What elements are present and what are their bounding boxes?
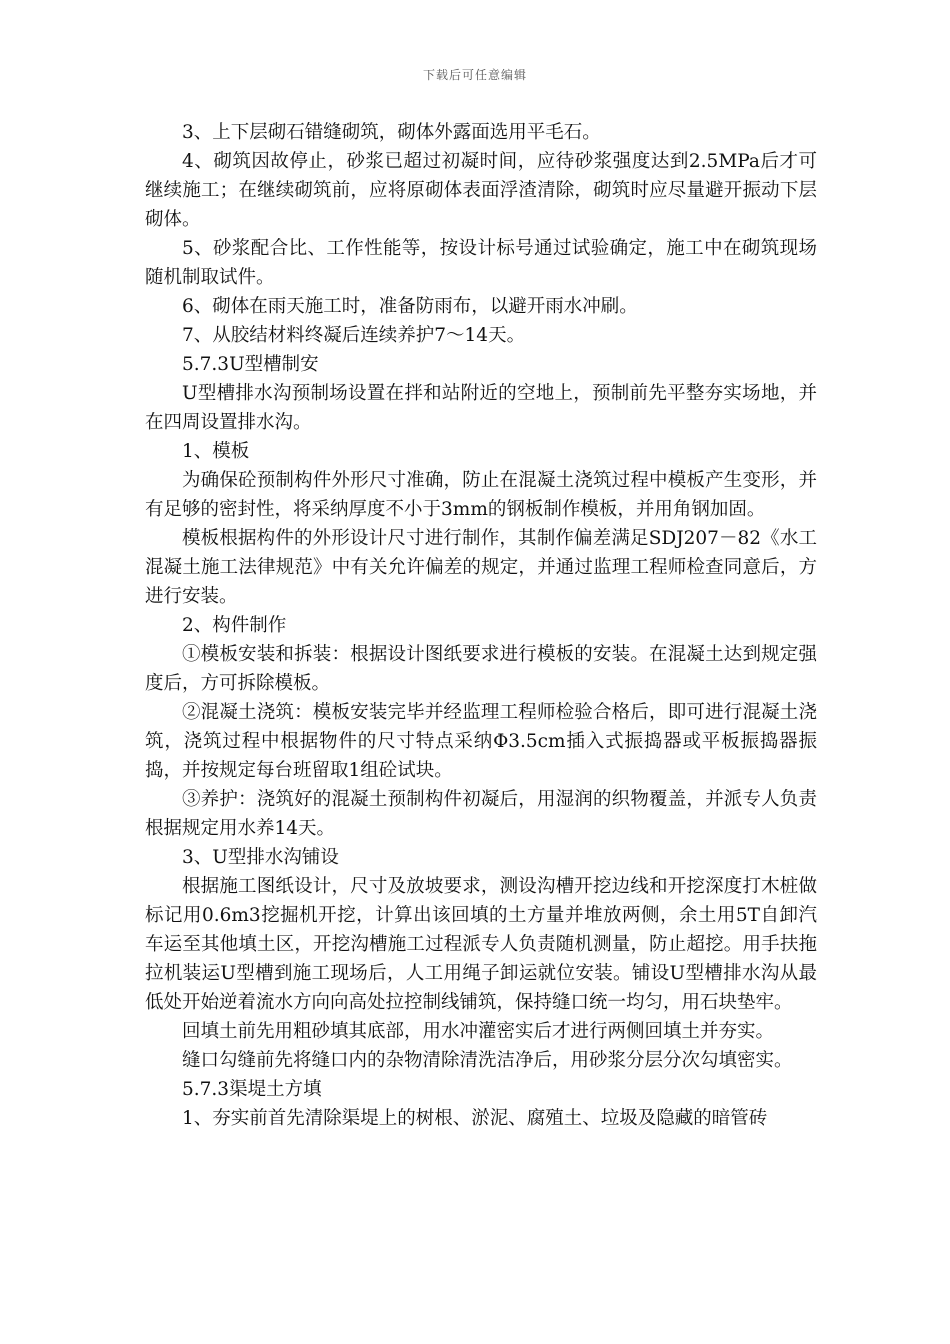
paragraph: 5、砂浆配合比、工作性能等，按设计标号通过试验确定，施工中在砌筑现场随机制取试件。 — [145, 238, 817, 288]
paragraph: ②混凝土浇筑：模板安装完毕并经监理工程师检验合格后，即可进行混凝土浇筑，浇筑过程中根据物件的尺寸特点采纳Φ3.5cm插入式振捣器或平板振捣器振捣，并按规定每台班留取1组砼试块。 — [145, 702, 817, 781]
paragraph: 模板根据构件的外形设计尺寸进行制作，其制作偏差满足SDJ207－82《水工混凝土施工法律规范》中有关允许偏差的规定，并通过监理工程师检查同意后，方进行安装。 — [145, 528, 817, 607]
paragraph: 根据施工图纸设计，尺寸及放坡要求，测设沟槽开挖边线和开挖深度打木桩做标记用0.6m3挖掘机开挖，计算出该回填的土方量并堆放两侧，余土用5T自卸汽车运至其他填土区，开挖沟槽施工过程派专人负责随机测量，防止超挖。用手扶拖拉机装运U型槽到施工现场后，人工用绳子卸运就位安装。铺设U型槽排水沟从最低处开始逆着流水方向向高处拉控制线铺筑，保持缝口统一均匀，用石块垫牢。 — [145, 876, 817, 1013]
page-header-note: 下载后可任意编辑 — [422, 68, 527, 82]
paragraph: 3、上下层砌石错缝砌筑，砌体外露面选用平毛石。 — [182, 122, 601, 143]
paragraph: ③养护：浇筑好的混凝土预制构件初凝后，用湿润的织物覆盖，并派专人负责根据规定用水养14天。 — [145, 789, 817, 839]
paragraph: ①模板安装和拆装：根据设计图纸要求进行模板的安装。在混凝土达到规定强度后，方可拆除模板。 — [145, 644, 817, 694]
paragraph: 1、夯实前首先清除渠堤上的树根、淤泥、腐殖土、垃圾及隐藏的暗管砖 — [182, 1108, 768, 1129]
section-heading: 5.7.3U型槽制安 — [182, 354, 319, 375]
paragraph: 6、砌体在雨天施工时，准备防雨布，以避开雨水冲刷。 — [182, 296, 638, 317]
paragraph: 回填土前先用粗砂填其底部，用水冲灌密实后才进行两侧回填土并夯实。 — [182, 1021, 775, 1042]
paragraph: 缝口勾缝前先将缝口内的杂物清除清洗洁净后，用砂浆分层分次勾填密实。 — [182, 1050, 793, 1071]
subsection-heading: 2、构件制作 — [182, 615, 287, 636]
paragraph: 7、从胶结材料终凝后连续养护7～14天。 — [182, 325, 526, 346]
paragraph: 4、砌筑因故停止，砂浆已超过初凝时间，应待砂浆强度达到2.5MPa后才可继续施工；在继续砌筑前，应将原砌体表面浮渣清除，砌筑时应尽量避开振动下层砌体。 — [145, 151, 817, 230]
subsection-heading: 1、模板 — [182, 441, 250, 462]
subsection-heading: 3、U型排水沟铺设 — [182, 847, 339, 868]
document-body — [145, 118, 817, 1133]
section-heading: 5.7.3渠堤土方填 — [182, 1079, 322, 1100]
paragraph: U型槽排水沟预制场设置在拌和站附近的空地上，预制前先平整夯实场地，并在四周设置排水沟。 — [145, 383, 817, 433]
paragraph: 为确保砼预制构件外形尺寸准确，防止在混凝土浇筑过程中模板产生变形，并有足够的密封性，将采纳厚度不小于3mm的钢板制作模板，并用角钢加固。 — [145, 470, 817, 520]
